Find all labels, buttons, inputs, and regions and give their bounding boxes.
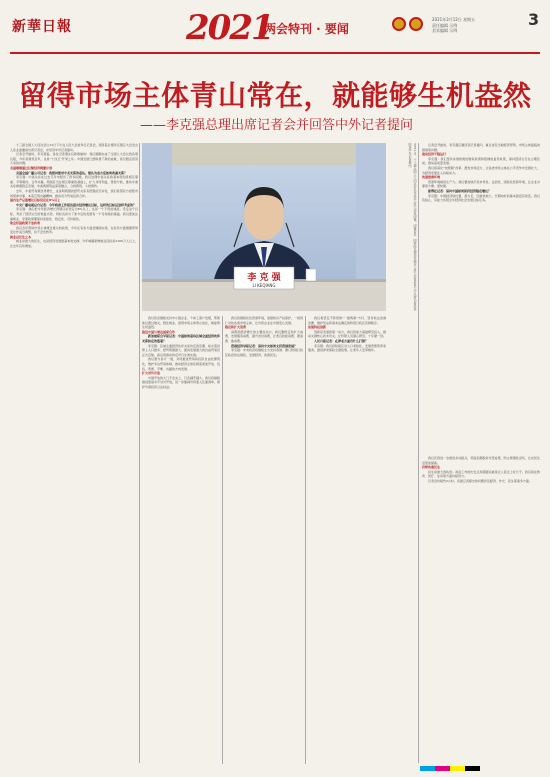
emblems <box>392 16 428 32</box>
section-heading: 国内生产总值增长目标设定在6%以上 <box>10 198 61 203</box>
section-heading: 助企纾困政策不急转弯 <box>10 221 41 226</box>
article-paragraph: 我们将会继续支持中小微企业、个体工商户发展，帮助他们渡过难关，稳住就业。留得市场主体青山常在，就能够生机盎然。 <box>142 316 220 330</box>
article-paragraph: 就业是最大的民生，也是经济发展最基本的支撑。今年城镇新增就业目标是1100万人以上，比去年有所增加。 <box>10 239 138 249</box>
column-divider <box>418 143 419 763</box>
article-column-6 <box>422 456 540 764</box>
article-paragraph: 我们将深化“放管服”改革，激发市场活力，让各类市场主体在公平竞争中发展壮大，为经济发展注入持续动力。 <box>422 165 540 175</box>
question-paragraph: 中央广播电视总台记者：今年政府工作报告提出经济增长目标，这样的目标是怎样考虑的？ <box>16 202 137 207</box>
section-heading: 推动经济平稳运行 <box>422 152 447 157</box>
column-divider <box>139 143 140 763</box>
masthead-rule <box>10 52 540 54</box>
print-color-bar <box>420 766 480 771</box>
question-paragraph: 新加坡联合早报记者：中国如何看待区域全面经济伙伴关系协定的签署？ <box>142 334 220 343</box>
article-column-5 <box>422 143 540 453</box>
article-column-4 <box>308 316 386 764</box>
dateline-designer: 美术编辑 示例 <box>432 28 458 33</box>
article-column-3 <box>225 316 303 764</box>
section-heading: 稳定和扩大消费 <box>225 325 247 330</box>
article-paragraph: 中国开放的大门不会关上，只会越开越大。我们将继续推进更高水平对外开放，进一步缩减外资准入负面清单，保护外商投资合法权益。 <box>142 375 220 389</box>
article-paragraph: 我们将坚定不移贯彻“一国两制”方针，坚持依法治港治澳，维护宪法和基本法确定的特别行政区宪制秩序。 <box>308 316 386 325</box>
section-heading: 改善营商环境 <box>422 175 441 180</box>
special-issue-number: 2021 <box>186 8 273 48</box>
article-paragraph: 我们愿与各方一道，共同推进贸易和投资自由化便利化，维护多边贸易体制，推动经济全球化朝着更加开放、包容、普惠、平衡、共赢的方向发展。 <box>142 357 220 371</box>
article-paragraph: 李克强：区域全面经济伙伴关系协定的签署，标志着世界上人口最多、经贸规模最大、最具发展潜力的自由贸易区正式启航。我们将推动协定早日生效实施。 <box>142 343 220 357</box>
article-paragraph: 十三届全国人大四次会议11日下午在人民大会堂举行记者会，国务院总理李克强应大会发言人张业遂邀请出席记者会，并回答中外记者提问。 <box>10 143 138 152</box>
subheadline: ——李克强总理出席记者会并回答中外记者提问 <box>140 118 414 133</box>
question-paragraph: 美国全国广播公司记者：我想问您对中美关系的看法。您认为双方应如何改善关系？ <box>16 170 128 175</box>
article-column-2 <box>142 316 220 764</box>
article-paragraph: 民生是最大的政治。政府工作的出发点和落脚点就是让人民过上好日子。我们将在教育、医疗、住房等方面持续用力。 <box>422 469 540 479</box>
press-conference-photo <box>142 143 386 311</box>
article-paragraph: 记者会开始时，李克强说，各位记者朋友们新春愉快！我们刚刚完成了全国人大会议的各项议程，今年是建党百年，也是“十四五”开局之年。中国发展已经取得了新的成就，我们愿意回答大家的问题。 <box>10 152 138 166</box>
article-paragraph: 李克强：我们把今年经济增长预期目标设定为6%以上，这是一个不低的速度。设定这个目标，考虑了经济运行的恢复态势，同时也是为了使今后的发展有一个可持续的基础。我们更加注重就业，宏观政策要保持连续性、稳定性、可持续性。 <box>10 207 138 221</box>
section-heading: 推进中国与周边国家合作 <box>142 329 176 334</box>
special-issue-banner <box>186 8 396 48</box>
special-issue-title: 两会特刊 · 要闻 <box>264 22 349 36</box>
article-paragraph: 创新是发展的第一动力。我们将加大基础研究投入，推动关键核心技术攻关，让科研人员潜心研究，十年磨一剑。 <box>308 329 386 339</box>
nameplate-chinese: 李 克 强 <box>247 273 281 283</box>
article-paragraph: 我们去年帮助市场主体渡过难关的政策，今年在有些方面会继续实施，在有些方面根据形势变化作适当调整，但不会急转弯。 <box>10 225 138 235</box>
article-paragraph: 李克强：我们将积极应对人口老龄化，发展普惠型养老服务，推进养老保险全国统筹，让老年人安享晚年。 <box>308 343 386 353</box>
party-emblem-icon <box>392 17 406 31</box>
article-paragraph: 李克强：中国经济韧性强、潜力足、回旋余地大，长期向好的基本面没有改变。我们有信心、有能力实现全年经济社会发展目标任务。 <box>422 193 540 203</box>
masthead <box>0 0 550 56</box>
section-heading: 美国刚刚通过巨额经济刺激计划 <box>10 165 53 170</box>
article-column-1 <box>10 143 138 763</box>
section-heading: 就业是民生之本 <box>10 234 32 239</box>
question-paragraph: 彭博社记者：请问中国如何保持经济稳定增长？ <box>428 188 492 193</box>
column-divider <box>305 316 306 764</box>
photo-caption: 3月11日，十三届全国人大四次会议在北京人民大会堂闭幕。闭幕会后，国务院总理李克强在人民大会堂金色大厅出席记者会并回答中外记者提问。 <box>408 143 417 311</box>
article-paragraph: 我们还将进一步推进乡村振兴，巩固拓展脱贫攻坚成果，防止规模性返贫，让农民生活更加富裕。 <box>422 456 540 465</box>
article-paragraph: 李克强：我们坚持实施积极的财政政策和稳健的货币政策，保持经济运行在合理区间，推动高质量发展。 <box>422 156 540 166</box>
section-heading: 扩大对外开放 <box>142 371 161 376</box>
dateline <box>432 17 475 34</box>
nameplate-english: LI KEQIANG <box>252 283 276 288</box>
section-heading: 持续改善民生 <box>422 465 441 470</box>
section-heading: 加强科技创新 <box>308 325 327 330</box>
column-divider <box>222 316 223 764</box>
question-paragraph: 香港经济导报记者：请问中央如何支持香港发展？ <box>231 343 298 348</box>
newspaper-logo: 新華日報 <box>12 19 72 35</box>
headline: 留得市场主体青山常在，就能够生机盎然 <box>18 79 532 112</box>
article-paragraph: 去年，中美贸易额逆势增长，这说明两国的经贸关系有很强的互补性，我们希望双方按照市场规律办事，本着互利共赢精神，推动双方贸易投资合作。 <box>10 188 138 198</box>
article-paragraph: 李克强：中美关系在过去几年中经历了很多困难，我们处理中美关系的基本原则是相互尊重、平等相待、合作共赢。两国应当在相互尊重的基础上，扩大共同利益，管控分歧，推动中美关系健康稳定发展。中美两国利益深度融合，合则两利，斗则俱伤。 <box>10 175 138 189</box>
article-paragraph: 记者会开始时，李克强应邀回答记者提问，重点谈及当前经济形势，市场主体面临的困难等问题。 <box>422 143 540 152</box>
dateline-editor: 责任编辑 示例 <box>432 22 458 28</box>
article-paragraph: 我们将继续优化营商环境，加强知识产权保护，一视同仁对待各类市场主体，让外资企业在中国安心发展。 <box>225 316 303 325</box>
article-paragraph: 消费是经济增长的主要拉动力。我们要稳定和扩大消费，发展服务消费，提升农村消费，让老百姓能消费、愿消费、敢消费。 <box>225 329 303 343</box>
article-paragraph: 营商环境就是生产力。我们要加快打造市场化、法治化、国际化营商环境，让企业办事更方便、更快捷。 <box>422 179 540 189</box>
dateline-date: 2021年3月12日 星期五 <box>432 17 476 22</box>
question-paragraph: 人民日报记者：在养老方面有什么打算？ <box>314 338 369 343</box>
page-number: 3 <box>528 10 540 29</box>
article-paragraph: 李克强：中央政府将继续全力支持香港、澳门特别行政区政府依法施政，发展经济，改善民生。 <box>225 348 303 357</box>
article-paragraph: 记者会持续约2小时。各国记者提出的问题涉及经济、外交、民生等诸多方面。 <box>428 478 532 483</box>
national-emblem-icon <box>409 17 423 31</box>
